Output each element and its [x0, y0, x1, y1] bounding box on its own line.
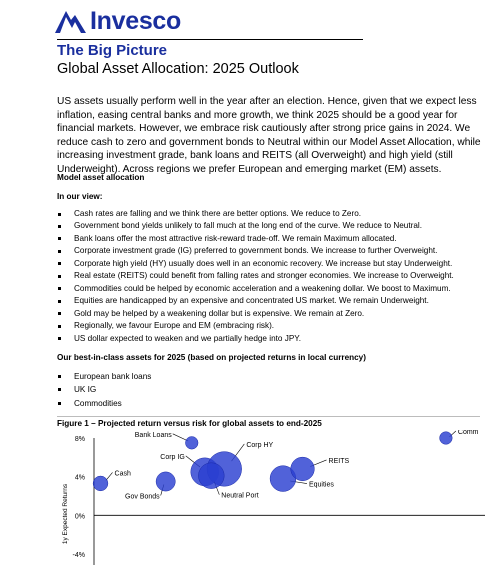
list-item: European bank loans	[57, 370, 151, 383]
best-in-class-list	[57, 370, 151, 410]
bubble-comm	[440, 432, 453, 445]
list-item: Gold may be helped by a weakening dollar but is expensive. We remain at Zero.	[57, 308, 487, 320]
bubble-label-gov-bonds: Gov Bonds	[125, 493, 160, 501]
page-title: The Big Picture	[57, 42, 168, 59]
bubble-label-reits: REITS	[328, 457, 350, 465]
list-item: Real estate (REITS) could benefit from falling rates and stronger economies. We increase to Overweight.	[57, 270, 487, 282]
best-in-class-heading: Our best-in-class assets for 2025 (based on projected returns in local currency)	[57, 353, 366, 362]
invesco-logo	[55, 6, 181, 36]
list-item: Corporate investment grade (IG) preferred to government bonds. We increase to further Overweight.	[57, 245, 487, 257]
risk-return-chart	[57, 430, 487, 565]
list-item: Cash rates are falling and we think there are better options. We reduce to Zero.	[57, 208, 487, 220]
list-item: UK IG	[57, 383, 151, 396]
y-tick-label: 8%	[74, 436, 85, 443]
view-list	[57, 208, 487, 345]
list-item: Commodities could be helped by economic acceleration and a weakening dollar. We boost to Maximum.	[57, 283, 487, 295]
brand-name: Invesco	[90, 7, 182, 35]
figure-title: Figure 1 – Projected return versus risk for global assets to end-2025	[57, 419, 322, 428]
header-rule	[57, 39, 363, 40]
list-item: US dollar expected to weaken and we partially hedge into JPY.	[57, 333, 487, 345]
bubble-label-comm: Comm	[457, 430, 479, 436]
bubble-label-neutral-port: Neutral Port	[221, 492, 259, 500]
list-item: Bank loans offer the most attractive risk-reward trade-off. We remain Maximum allocated.	[57, 233, 487, 245]
list-item: Regionally, we favour Europe and EM (embracing risk).	[57, 320, 487, 332]
bubble-bank-loans	[185, 437, 198, 450]
bubble-neutral-port	[198, 463, 224, 489]
bubble-gov-bonds	[156, 472, 175, 491]
bubble-label-equities: Equities	[308, 481, 334, 489]
model-allocation-heading: Model asset allocation	[57, 173, 145, 182]
y-axis-label: 1y Expected Returns	[62, 483, 69, 545]
bubble-label-cash: Cash	[114, 470, 131, 478]
intro-paragraph: US assets usually perform well in the year after an election. Hence, given that we expect less inflation, easing central banks and more growth, we think 2025 should be a good year for financial markets. However, we embrace risk cautiously after strong price gains in 2024. We reduce cash to zero and government bonds to Neutral within our Model Asset Allocation, while increasing investment grade, bank loans and REITS (all Overweight) and high yield (still Underweight). Across regions we prefer European and emerging market (EM) assets.	[57, 96, 481, 175]
invesco-mountain-icon	[55, 8, 89, 34]
bubble-reits	[291, 457, 315, 481]
list-item: Corporate high yield (HY) usually does well in an economic recovery. We increase but stay Underweight.	[57, 258, 487, 270]
list-item: Commodities	[57, 397, 151, 410]
bubble-cash	[93, 476, 108, 491]
y-tick-label: -4%	[72, 552, 85, 559]
bubble-label-bank-loans: Bank Loans	[134, 431, 172, 439]
view-heading: In our view:	[57, 192, 103, 201]
y-tick-label: 0%	[74, 513, 85, 521]
list-item: Government bond yields unlikely to fall much at the long end of the curve. We reduce to Neutral.	[57, 220, 487, 232]
page-subtitle: Global Asset Allocation: 2025 Outlook	[57, 61, 299, 77]
list-item: Equities are handicapped by an expensive and concentrated US market. We remain Underweight.	[57, 295, 487, 307]
leader-line-bank-loans	[173, 434, 188, 441]
y-tick-label: 4%	[74, 474, 85, 482]
bubble-label-corp-ig: Corp IG	[160, 453, 185, 461]
figure-rule	[57, 416, 480, 417]
bubble-label-corp-hy: Corp HY	[246, 441, 274, 449]
